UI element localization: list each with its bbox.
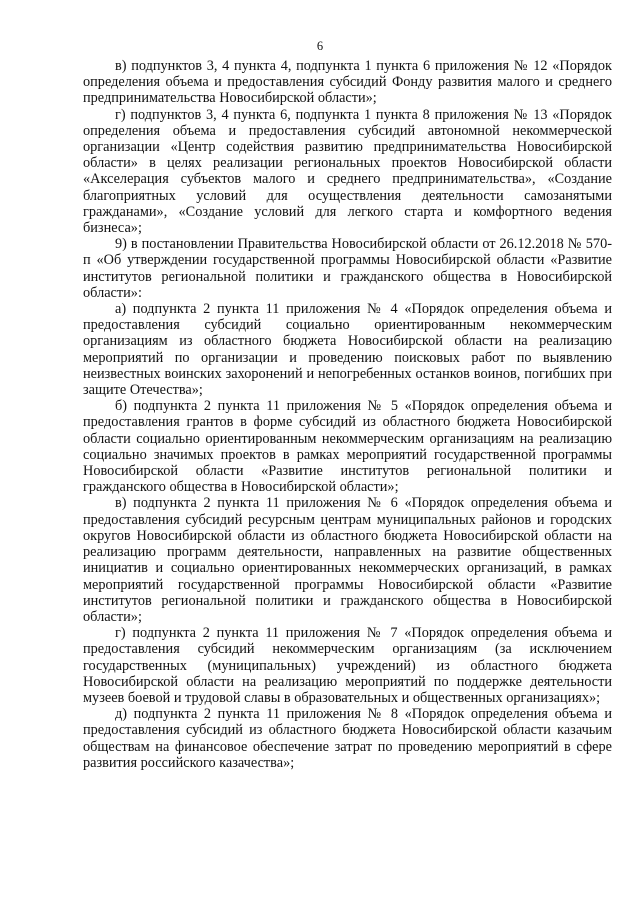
paragraph-v-12: в) подпунктов 3, 4 пункта 4, подпункта 1 пункта 6 приложения № 12 «Порядок определения объема и предоставления субсидий Фонду развития малого и среднего предпринимательства Новосибирской области»; bbox=[83, 58, 612, 107]
paragraph-a-4: а) подпункта 2 пункта 11 приложения № 4 «Порядок определения объема и предоставления субсидий социально ориентированным некоммерческим организациям из областного бюджета Новосибирской области на реализацию мероприятий по организации и проведению поисковых работ по выявлению неизвестных воинских захоронений и непогребенных останков воинов, погибших при защите Отечества»; bbox=[83, 301, 612, 399]
page-number: 6 bbox=[316, 39, 324, 53]
paragraph-9: 9) в постановлении Правительства Новосибирской области от 26.12.2018 № 570-п «Об утверждении государственной программы Новосибирской области «Развитие институтов региональной политики и гражданского общества в Новосибирской области»: bbox=[83, 236, 612, 301]
document-body bbox=[83, 58, 612, 771]
paragraph-v-6: в) подпункта 2 пункта 11 приложения № 6 «Порядок определения объема и предоставления субсидий ресурсным центрам муниципальных районов и городских округов Новосибирской области из областного бюджета Новосибирской области на реализацию программ деятельности, направленных на развитие общественных инициатив и социально ориентированных некоммерческих организаций, в рамках мероприятий государственной программы Новосибирской области «Развитие институтов региональной политики и гражданского общества в Новосибирской области»; bbox=[83, 495, 612, 625]
paragraph-b-5: б) подпункта 2 пункта 11 приложения № 5 «Порядок определения объема и предоставления грантов в форме субсидий из областного бюджета Новосибирской области социально ориентированным некоммерческим организациям на реализацию социально значимых проектов в рамках мероприятий государственной программы Новосибирской области «Развитие институтов региональной политики и гражданского общества в Новосибирской области»; bbox=[83, 398, 612, 496]
paragraph-g-13: г) подпунктов 3, 4 пункта 6, подпункта 1 пункта 8 приложения № 13 «Порядок определения объема и предоставления субсидий автономной некоммерческой организации «Центр содействия развитию предпринимательства Новосибирской области» в целях реализации региональных проектов Новосибирской области «Акселерация субъектов малого и среднего предпринимательства», «Создание благоприятных условий для осуществления деятельности самозанятыми гражданами», «Создание условий для легкого старта и комфортного ведения бизнеса»; bbox=[83, 106, 612, 237]
paragraph-d-8: д) подпункта 2 пункта 11 приложения № 8 «Порядок определения объема и предоставления субсидий из областного бюджета Новосибирской области казачьим обществам на финансовое обеспечение затрат по проведению мероприятий в сфере развития российского казачества»; bbox=[83, 706, 612, 771]
paragraph-g-7: г) подпункта 2 пункта 11 приложения № 7 «Порядок определения объема и предоставления субсидий некоммерческим организациям (за исключением государственных (муниципальных) учреждений) из областного бюджета Новосибирской области на реализацию мероприятий по поддержке деятельности музеев боевой и трудовой славы в образовательных и общественных организациях»; bbox=[83, 625, 612, 706]
